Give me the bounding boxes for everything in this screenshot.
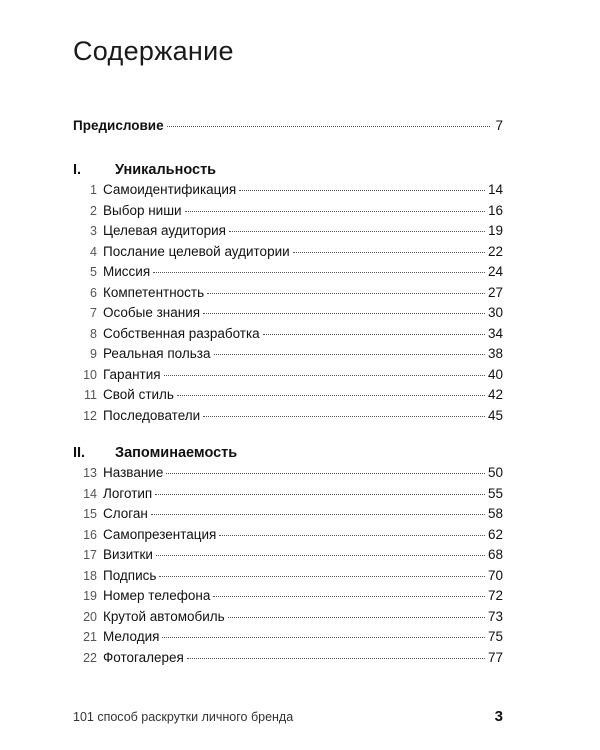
toc-entry-number: 1 [90, 183, 97, 197]
toc-entry-row[interactable] [73, 223, 503, 243]
toc-entry-row[interactable] [73, 244, 503, 264]
toc-page-number: 38 [487, 346, 503, 361]
section-roman-numeral: I. [73, 162, 82, 178]
toc-entry-number: 7 [90, 306, 97, 320]
toc-entry-row[interactable] [73, 326, 503, 346]
toc-entry-row[interactable] [73, 367, 503, 387]
toc-entry-label: Самоидентификация [103, 182, 237, 197]
toc-entry-label: Название [103, 465, 164, 480]
toc-entry-label: Самопрезентация [103, 526, 217, 542]
toc-page-number: 19 [487, 223, 503, 238]
toc-entry-label: Последователи [103, 407, 201, 423]
dot-leader [239, 189, 485, 191]
toc-page-number: 77 [487, 649, 503, 665]
toc-entry-label: Предисловие [73, 118, 164, 133]
toc-entry-row[interactable] [73, 285, 503, 305]
toc-entry-row[interactable] [73, 506, 503, 526]
toc-entry-number: 5 [90, 265, 97, 279]
dot-leader [214, 353, 485, 355]
toc-entry-row[interactable] [73, 465, 503, 485]
dot-leader [213, 595, 485, 597]
dot-leader [153, 271, 485, 273]
toc-entry-row[interactable] [73, 547, 503, 567]
toc-entry-label: Крутой автомобиль [103, 608, 225, 624]
toc-entry-label: Визитки [103, 547, 153, 562]
toc-entry-number: 4 [90, 244, 97, 259]
toc-entry-row[interactable] [73, 387, 503, 407]
dot-leader [155, 493, 485, 495]
toc-entry-number: 17 [83, 548, 97, 562]
toc-page-number: 34 [487, 325, 503, 341]
toc-entry-row[interactable] [73, 264, 503, 284]
toc-page-number: 24 [487, 264, 503, 279]
section-title: Уникальность [115, 162, 217, 178]
toc-entry-row[interactable] [73, 203, 503, 223]
toc-entry-label: Миссия [103, 264, 151, 279]
dot-leader [166, 472, 485, 474]
toc-entry-row[interactable] [73, 408, 503, 428]
toc-page-number: 27 [487, 284, 503, 300]
toc-entry-label: Номер телефона [103, 588, 211, 603]
toc-entry-row[interactable] [73, 568, 503, 588]
toc-entry-number: 16 [83, 527, 97, 542]
dot-leader [167, 125, 490, 127]
dot-leader [156, 554, 485, 556]
toc-page-number: 55 [487, 485, 503, 501]
section-roman-numeral: II. [73, 445, 86, 461]
toc-entry-row[interactable] [73, 609, 503, 629]
footer-page-number: 3 [494, 708, 503, 725]
toc-entry-number: 10 [83, 367, 97, 382]
toc-entry-number: 22 [83, 650, 97, 665]
toc-entry-label: Фотогалерея [103, 649, 184, 665]
toc-entry-label: Реальная польза [103, 346, 211, 361]
toc-entry-label: Слоган [103, 506, 148, 521]
section-heading [73, 162, 216, 184]
toc-page-number: 70 [487, 567, 503, 583]
toc-entry-number: 3 [90, 224, 97, 238]
dot-leader [151, 513, 485, 515]
toc-entry-label: Логотип [103, 485, 153, 501]
dot-leader [164, 374, 485, 376]
toc-page-number: 75 [487, 629, 503, 644]
toc-entry-number: 14 [83, 486, 97, 501]
toc-entry-number: 12 [83, 408, 97, 423]
toc-entry-number: 8 [90, 326, 97, 341]
dot-leader [203, 415, 485, 417]
toc-entry-label: Послание целевой аудитории [103, 243, 290, 259]
toc-entry-number: 18 [83, 568, 97, 583]
toc-entry-label: Подпись [103, 567, 157, 583]
toc-entry-number: 2 [90, 203, 97, 218]
toc-entry-row[interactable] [73, 629, 503, 649]
toc-entry-label: Целевая аудитория [103, 223, 226, 238]
dot-leader [177, 394, 485, 396]
toc-entry-label: Свой стиль [103, 387, 174, 402]
toc-entry-label: Гарантия [103, 366, 161, 382]
toc-entry-number: 21 [83, 630, 97, 644]
dot-leader [228, 616, 485, 618]
dot-leader [219, 534, 485, 536]
dot-leader [162, 636, 485, 638]
page-footer [73, 708, 503, 730]
toc-page-number: 73 [487, 608, 503, 624]
toc-entry-row[interactable] [73, 527, 503, 547]
toc-entry-number: 20 [83, 609, 97, 624]
toc-entry-row[interactable] [73, 650, 503, 670]
toc-entry-label: Мелодия [103, 629, 160, 644]
dot-leader [293, 251, 485, 253]
toc-page-number: 72 [487, 588, 503, 603]
toc-page-number: 14 [487, 182, 503, 197]
toc-page-number: 42 [487, 387, 503, 402]
toc-entry-label: Выбор ниши [103, 202, 182, 218]
page-title: Содержание [73, 36, 234, 66]
dot-leader [187, 657, 485, 659]
toc-entry-number: 15 [83, 507, 97, 521]
toc-page-number: 58 [487, 506, 503, 521]
dot-leader [185, 210, 485, 212]
toc-page-number: 45 [487, 407, 503, 423]
toc-page-number: 22 [487, 243, 503, 259]
toc-entry-number: 11 [84, 388, 97, 402]
dot-leader [229, 230, 485, 232]
toc-entry-row[interactable] [73, 346, 503, 366]
footer-book-title: 101 способ раскрутки личного бренда [73, 710, 294, 724]
toc-page-number: 7 [495, 118, 503, 133]
toc-preface-row[interactable] [73, 118, 503, 138]
toc-page-number: 40 [487, 366, 503, 382]
toc-entry-number: 19 [83, 589, 97, 603]
section-title: Запоминаемость [115, 445, 238, 461]
toc-entry-label: Особые знания [103, 305, 201, 320]
dot-leader [263, 333, 485, 335]
dot-leader [159, 575, 485, 577]
toc-page-number: 50 [487, 465, 503, 480]
toc-entry-number: 6 [90, 285, 97, 300]
dot-leader [203, 312, 485, 314]
toc-entry-label: Компетентность [103, 284, 205, 300]
toc-entry-row[interactable] [73, 305, 503, 325]
toc-page-number: 62 [487, 526, 503, 542]
toc-page-number: 30 [487, 305, 503, 320]
toc-entry-row[interactable] [73, 588, 503, 608]
toc-entry-number: 13 [83, 466, 97, 480]
toc-page-number: 68 [487, 547, 503, 562]
toc-entry-row[interactable] [73, 182, 503, 202]
toc-entry-label: Собственная разработка [103, 325, 260, 341]
section-heading [73, 445, 237, 467]
toc-entry-number: 9 [90, 347, 97, 361]
toc-entry-row[interactable] [73, 486, 503, 506]
dot-leader [207, 292, 485, 294]
toc-page-number: 16 [487, 202, 503, 218]
